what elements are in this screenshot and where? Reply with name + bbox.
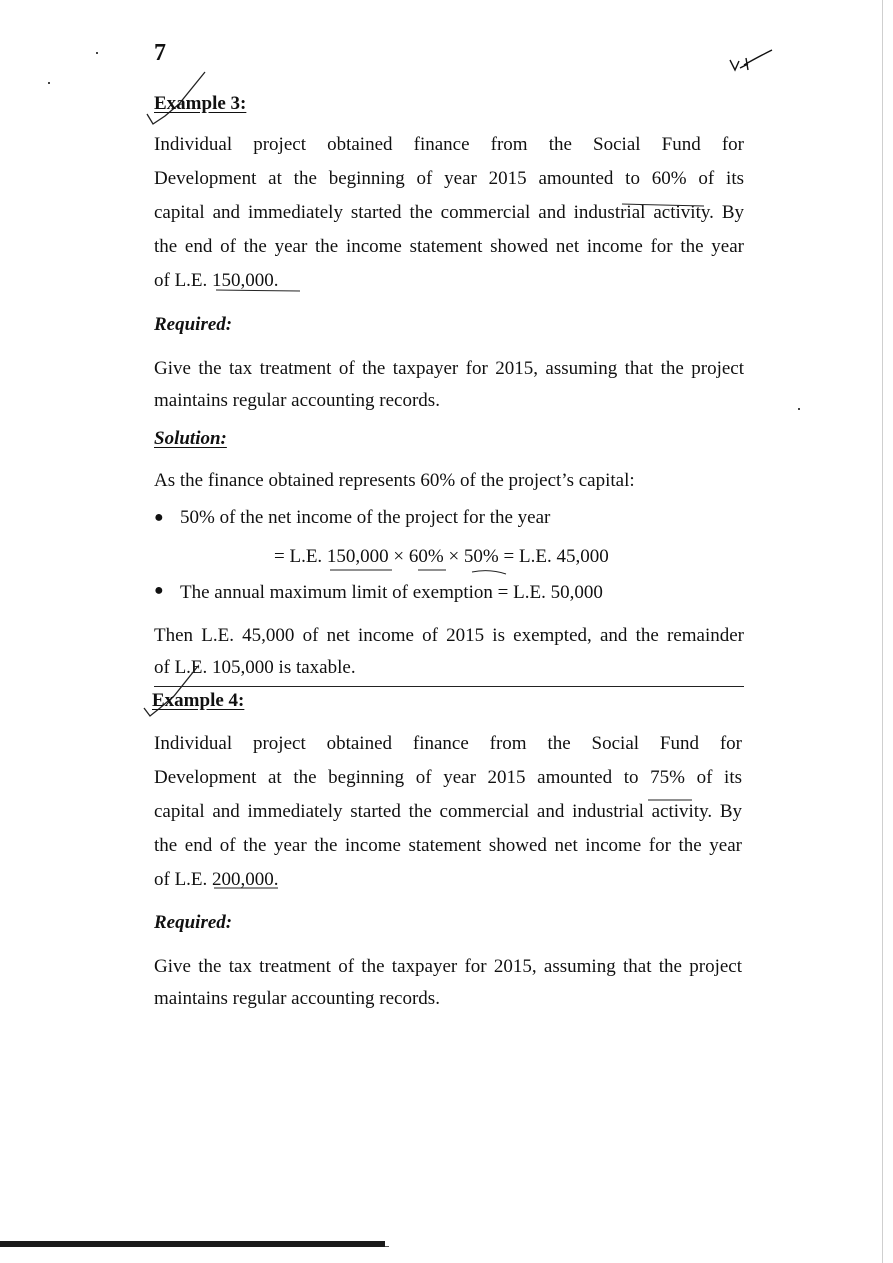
bullet-icon: ● xyxy=(154,582,164,599)
scan-speck xyxy=(48,82,50,84)
page-number: 7 xyxy=(154,40,166,66)
conclusion-line-2: of L.E. 105,000 is taxable. xyxy=(154,657,356,678)
example4-heading: Example 4: xyxy=(152,690,245,711)
example3-required-line-2: maintains regular accounting records. xyxy=(154,390,440,411)
example3-required-label: Required: xyxy=(154,314,233,335)
example4-required-line-1: Give the tax treatment of the taxpayer for 2015, assuming that the project xyxy=(154,956,742,977)
example3-line-5: of L.E. 150,000. xyxy=(154,270,279,291)
solution-bullet-1: 50% of the net income of the project for the year xyxy=(180,507,551,528)
section-divider xyxy=(154,686,744,687)
example4-required-label: Required: xyxy=(154,912,233,933)
scan-bottom-bar-tail xyxy=(385,1246,389,1247)
example3-line-4: the end of the year the income statement showed net income for the year xyxy=(154,236,744,257)
solution-intro: As the finance obtained represents 60% of the project’s capital: xyxy=(154,470,635,491)
example4-line-3: capital and immediately started the commercial and industrial activity. By xyxy=(154,801,742,822)
example3-line-3: capital and immediately started the commercial and industrial activity. By xyxy=(154,202,744,223)
example4-line-2: Development at the beginning of year 2015 amounted to 75% of its xyxy=(154,767,742,788)
underline-60-percent xyxy=(620,200,710,210)
example3-required-text xyxy=(154,353,744,417)
example4-required-text xyxy=(154,951,742,1015)
example3-heading: Example 3: xyxy=(154,93,247,114)
conclusion-line-1: Then L.E. 45,000 of net income of 2015 is exempted, and the remainder xyxy=(154,625,744,646)
example3-required-line-1: Give the tax treatment of the taxpayer for 2015, assuming that the project xyxy=(154,358,744,379)
scan-bottom-bar xyxy=(0,1241,385,1247)
underline-200000 xyxy=(212,884,282,894)
example3-line-2: Development at the beginning of year 2015 amounted to 60% of its xyxy=(154,168,744,189)
scan-speck xyxy=(96,52,98,54)
bullet-icon: ● xyxy=(154,509,164,526)
corner-check-mark xyxy=(726,48,776,76)
example4-paragraph xyxy=(154,727,742,897)
underline-75-percent xyxy=(646,796,696,806)
solution-conclusion xyxy=(154,620,744,684)
scan-speck xyxy=(798,408,800,410)
example4-line-5: of L.E. 200,000. xyxy=(154,869,279,890)
underline-150000 xyxy=(214,286,306,296)
example4-required-line-2: maintains regular accounting records. xyxy=(154,988,440,1009)
example4-line-1: Individual project obtained finance from the Social Fund for xyxy=(154,733,742,754)
page-edge xyxy=(882,0,883,1263)
solution-calculation: = L.E. 150,000 × 60% × 50% = L.E. 45,000 xyxy=(274,546,609,567)
example3-solution-label: Solution: xyxy=(154,428,227,449)
example3-line-1: Individual project obtained finance from the Social Fund for xyxy=(154,134,744,155)
example4-line-4: the end of the year the income statement showed net income for the year xyxy=(154,835,742,856)
solution-bullet-2: The annual maximum limit of exemption = L.E. 50,000 xyxy=(180,582,603,603)
example3-paragraph xyxy=(154,128,744,298)
calc-underline-marks xyxy=(326,566,516,580)
